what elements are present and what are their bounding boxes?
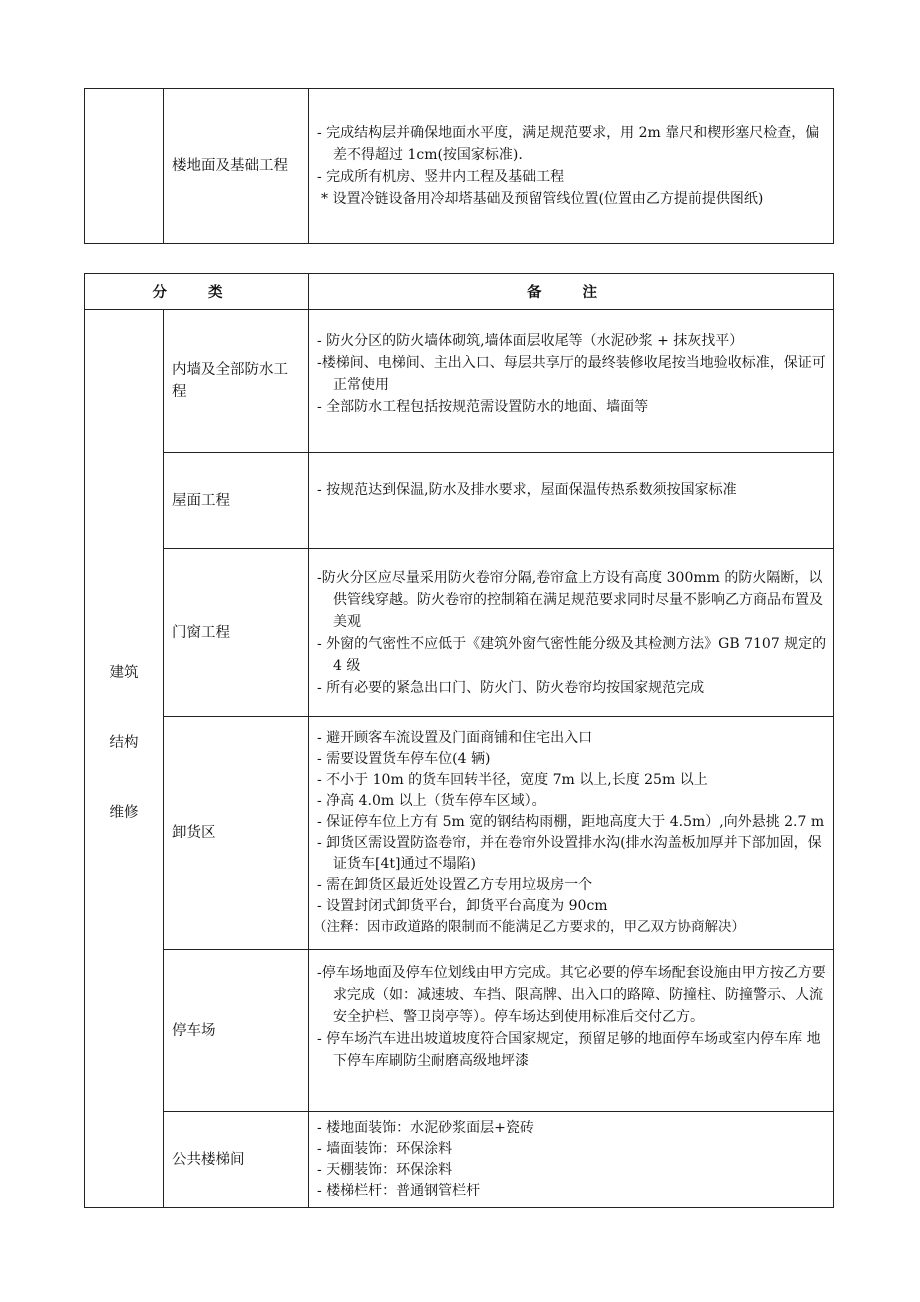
note-line: - 全部防水工程包括按规范需设置防水的地面、墙面等 [317, 399, 649, 415]
note-line: -防火分区应尽量采用防火卷帘分隔,卷帘盒上方设有高度 300mm 的防火隔断，以供管线穿越。防火卷帘的控制箱在满足规范要求同时尽量不影响乙方商品布置及美观 [317, 569, 823, 630]
notes-cell [309, 549, 834, 717]
note-line: - 设置封闭式卸货平台，卸货平台高度为 90cm [317, 898, 608, 914]
note-line: - 天棚装饰：环保涂料 [317, 1161, 453, 1178]
group-label-line: 结构 [109, 735, 139, 751]
note-line: - 楼地面装饰：水泥砂浆面层+瓷砖 [317, 1119, 534, 1136]
note-line: - 墙面装饰：环保涂料 [317, 1140, 453, 1157]
note-line: - 按规范达到保温,防水及排水要求，屋面保温传热系数须按国家标准 [317, 482, 737, 498]
note-line: - 不小于 10m 的货车回转半径，宽度 7m 以上,长度 25m 以上 [317, 772, 708, 788]
notes-cell [309, 950, 834, 1112]
category-cell: 门窗工程 [164, 549, 309, 717]
note-line: - 避开顾客车流设置及门面商铺和住宅出入口 [317, 730, 593, 746]
spec-table-main [84, 273, 834, 1208]
category-cell: 卸货区 [164, 717, 309, 950]
note-line: -楼梯间、电梯间、主出入口、每层共享厅的最终装修收尾按当地验收标准，保证可正常使用 [317, 355, 826, 393]
table-row [85, 89, 834, 244]
notes-cell [309, 89, 834, 244]
header-row [85, 274, 834, 310]
notes-cell [309, 453, 834, 549]
note-line: - 净高 4.0m 以上（货车停车区域）。 [317, 793, 546, 809]
category-cell: 公共楼梯间 [164, 1112, 309, 1208]
table-row [85, 950, 834, 1112]
header-category: 分 类 [85, 274, 309, 310]
table-row [85, 549, 834, 717]
group-label-line: 建筑 [109, 665, 139, 681]
notes-cell [309, 310, 834, 453]
table-row [85, 310, 834, 453]
note-line: - 停车场汽车进出坡道坡度符合国家规定，预留足够的地面停车场或室内停车库 地下停车库刷防尘耐磨高级地坪漆 [317, 1031, 821, 1069]
group-label-cell [85, 310, 164, 1208]
note-line: - 需要设置货车停车位(4 辆) [317, 751, 491, 767]
note-line: - 所有必要的紧急出口门、防火门、防火卷帘均按国家规范完成 [317, 679, 705, 696]
note-line: - 楼梯栏杆：普通钢管栏杆 [317, 1182, 481, 1199]
notes-cell [309, 1112, 834, 1208]
spec-table-top [84, 88, 834, 244]
table-row [85, 1112, 834, 1208]
note-line: - 完成所有机房、竖井内工程及基础工程 [317, 169, 565, 185]
note-line: - 保证停车位上方有 5m 宽的钢结构雨棚，距地高度大于 4.5m）,向外悬挑 2.7 m [317, 814, 825, 830]
note-line: （注释：因市政道路的限制而不能满足乙方要求的，甲乙双方协商解决） [313, 919, 745, 935]
table-row [85, 453, 834, 549]
category-cell: 停车场 [164, 950, 309, 1112]
category-cell: 屋面工程 [164, 453, 309, 549]
category-cell: 内墙及全部防水工程 [164, 310, 309, 453]
note-line: - 防火分区的防火墙体砌筑,墙体面层收尾等（水泥砂浆 + 抹灰找平） [317, 333, 744, 349]
note-line: - 外窗的气密性不应低于《建筑外窗气密性能分级及其检测方法》GB 7107 规定的 4 级 [317, 635, 827, 674]
table-row [85, 717, 834, 950]
note-line: - 需在卸货区最近处设置乙方专用垃圾房一个 [317, 877, 593, 893]
note-line: * 设置冷链设备用冷却塔基础及预留管线位置(位置由乙方提前提供图纸) [321, 191, 764, 207]
group-label-line: 维修 [109, 805, 139, 821]
group-cell-empty [85, 89, 164, 244]
header-notes: 备 注 [309, 274, 834, 310]
note-line: -停车场地面及停车位划线由甲方完成。其它必要的停车场配套设施由甲方按乙方要求完成（如：减速坡、车挡、限高牌、出入口的路障、防撞柱、防撞警示、人流安全护栏、警卫岗亭等）。停车场达到使用标准后交付乙方。 [317, 965, 826, 1025]
category-cell: 楼地面及基础工程 [164, 89, 309, 244]
notes-cell [309, 717, 834, 950]
note-line: - 卸货区需设置防盗卷帘，并在卷帘外设置排水沟(排水沟盖板加厚并下部加固，保证货车[4t]通过不塌陷) [317, 835, 822, 872]
note-line: - 完成结构层并确保地面水平度，满足规范要求，用 2m 靠尺和楔形塞尺检查，偏差不得超过 1cm(按国家标准). [317, 125, 820, 163]
